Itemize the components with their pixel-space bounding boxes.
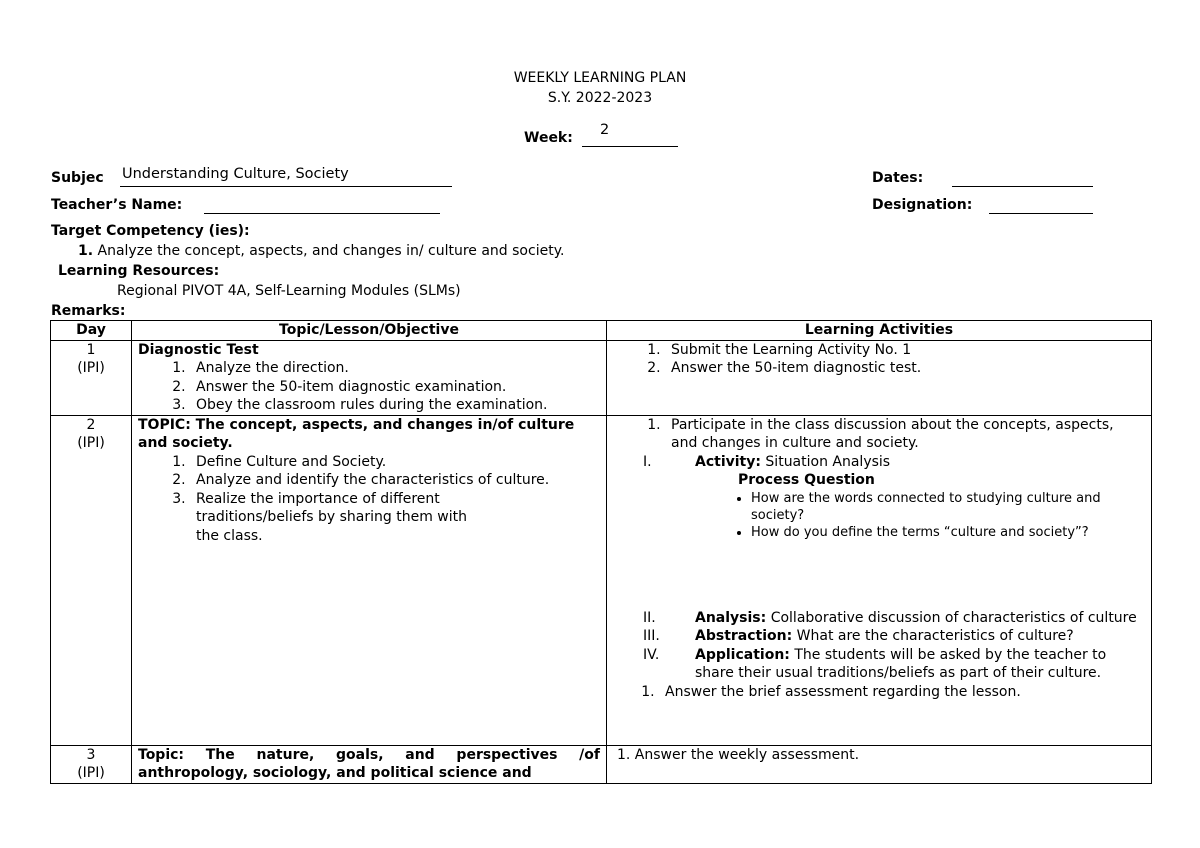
list-item: 1. Answer the brief assessment regarding the lesson. — [659, 683, 1145, 702]
activity-text: Collaborative discussion of characteristics of culture — [770, 609, 1137, 626]
topic-title: Diagnostic Test — [138, 341, 259, 358]
process-question-heading: Process Question — [738, 472, 875, 488]
school-year: S.Y. 2022-2023 — [547, 90, 653, 106]
list-item: 2. Answer the 50-item diagnostic examination. — [190, 378, 600, 397]
activities-cell — [607, 340, 1152, 415]
day-number: 2 — [86, 416, 96, 433]
day-cell — [51, 745, 132, 783]
designation-label: Designation: — [872, 197, 973, 213]
table-row — [51, 340, 1152, 415]
process-questions-list — [731, 490, 1145, 541]
topic-cell — [132, 340, 607, 415]
list-item: 2. Analyze and identify the characteristics of culture. — [190, 471, 560, 490]
resources-value: Regional PIVOT 4A, Self-Learning Modules (SLMs) — [117, 283, 461, 299]
competency-item-text: Analyze the concept, aspects, and changes in/ culture and society. — [97, 243, 565, 259]
activities-cell — [607, 415, 1152, 745]
activity-label: Application: — [695, 646, 790, 663]
list-item — [613, 453, 1145, 472]
week-value[interactable]: 2 — [600, 122, 610, 138]
activity-text: The students will be asked by the teacher to share their usual traditions/beliefs as part of their culture. — [695, 646, 1107, 681]
competency-item — [78, 243, 564, 259]
list-item: 3. Obey the classroom rules during the examination. — [190, 396, 600, 415]
activities-cell — [607, 745, 1152, 783]
dates-label: Dates: — [872, 170, 924, 186]
table-row — [51, 745, 1152, 783]
dates-field[interactable] — [952, 186, 1093, 187]
day-code: (IPI) — [77, 765, 105, 781]
list-item — [613, 609, 1139, 628]
day-number: 1 — [86, 341, 96, 358]
list-item: 2. Answer the 50-item diagnostic test. — [665, 359, 1145, 378]
activities-list — [613, 416, 1145, 453]
roman-activities-list — [613, 453, 1145, 472]
roman-numeral: III. — [643, 628, 660, 644]
list-item: • How are the words connected to studying culture and society? — [751, 490, 1145, 524]
activity-text: What are the characteristics of culture? — [796, 628, 1074, 644]
topic-title: Topic: The nature, goals, and perspectives /of anthropology, sociology, and political science and — [138, 746, 600, 781]
activity-text: 1. Answer the weekly assessment. — [617, 746, 860, 763]
list-item: 1. Define Culture and Society. — [190, 453, 560, 472]
week-label: Week: — [524, 130, 573, 146]
list-item — [613, 627, 1139, 646]
activities-list — [613, 341, 1145, 378]
designation-field[interactable] — [989, 213, 1093, 214]
day-cell — [51, 340, 132, 415]
list-item: 3. Realize the importance of different traditions/beliefs by sharing them with the class. — [190, 490, 560, 546]
table-row — [51, 415, 1152, 745]
roman-numeral: I. — [643, 453, 652, 470]
teacher-name-label: Teacher’s Name: — [51, 197, 183, 213]
day-code: (IPI) — [77, 435, 105, 451]
objectives-list — [138, 359, 600, 415]
teacher-name-field[interactable] — [204, 213, 440, 214]
subject-line — [120, 186, 452, 187]
roman-numeral: IV. — [643, 646, 660, 663]
competency-item-number: 1. — [78, 243, 94, 259]
day-code: (IPI) — [77, 360, 105, 376]
activities-list — [613, 683, 1145, 702]
activity-label: Abstraction: — [695, 628, 793, 644]
page-title: WEEKLY LEARNING PLAN — [513, 70, 687, 86]
list-item: 1. Participate in the class discussion about the concepts, aspects, and changes in culture and society. — [665, 416, 1115, 453]
objectives-list — [138, 453, 600, 546]
roman-activities-list — [613, 609, 1145, 683]
activity-label: Analysis: — [695, 609, 767, 626]
list-item: 1. Analyze the direction. — [190, 359, 600, 378]
column-header-activities: Learning Activities — [607, 321, 1152, 341]
competency-label: Target Competency (ies): — [51, 223, 250, 239]
list-item: 1. Submit the Learning Activity No. 1 — [665, 341, 1145, 360]
list-item: • How do you define the terms “culture and society”? — [751, 524, 1145, 541]
subject-label: Subjec — [51, 170, 104, 186]
resources-label: Learning Resources: — [58, 263, 220, 279]
column-header-topic: Topic/Lesson/Objective — [132, 321, 607, 341]
week-line — [582, 146, 678, 147]
table-header-row — [51, 321, 1152, 341]
remarks-label: Remarks: — [51, 303, 126, 319]
list-item — [613, 646, 1139, 683]
day-number: 3 — [86, 746, 96, 763]
topic-cell — [132, 415, 607, 745]
column-header-day: Day — [51, 321, 132, 341]
weekly-plan-table — [50, 320, 1152, 784]
activity-text: Situation Analysis — [765, 453, 891, 470]
topic-cell — [132, 745, 607, 783]
roman-numeral: II. — [643, 609, 656, 626]
activity-label: Activity: — [695, 453, 761, 470]
subject-value[interactable]: Understanding Culture, Society — [122, 166, 349, 182]
day-cell — [51, 415, 132, 745]
topic-title: TOPIC: The concept, aspects, and changes in/of culture and society. — [138, 416, 575, 451]
